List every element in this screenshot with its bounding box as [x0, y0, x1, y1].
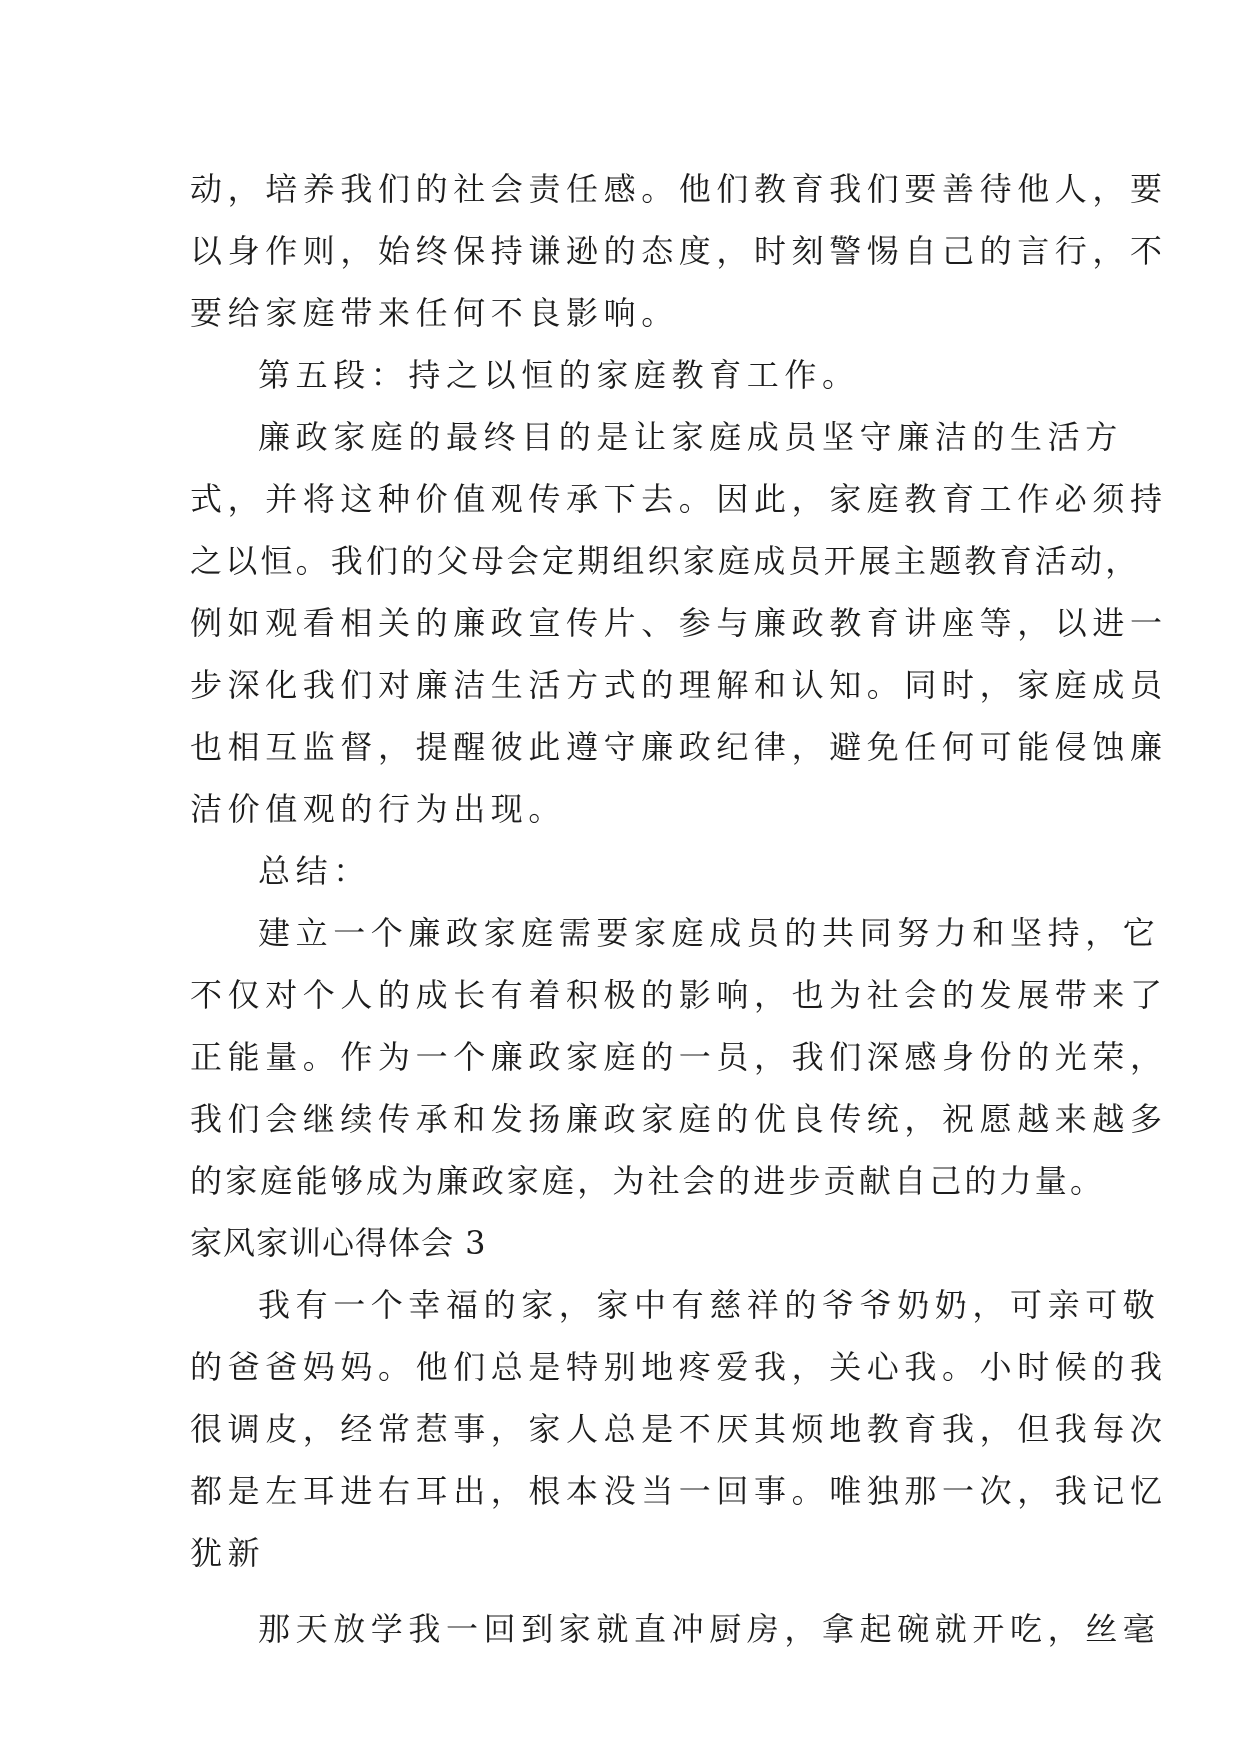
- text-line: 犹新: [190, 1534, 266, 1572]
- text-line: 我们会继续传承和发扬廉政家庭的优良传统，祝愿越来越多: [190, 1100, 1168, 1138]
- text-line: 的家庭能够成为廉政家庭，为社会的进步贡献自己的力量。: [190, 1162, 1106, 1200]
- text-line: 之以恒。我们的父母会定期组织家庭成员开展主题教育活动，: [190, 542, 1141, 580]
- text-line: 式，并将这种价值观传承下去。因此，家庭教育工作必须持: [190, 480, 1168, 518]
- text-line: 正能量。作为一个廉政家庭的一员，我们深感身份的光荣，: [190, 1038, 1168, 1076]
- text-line: 我有一个幸福的家，家中有慈祥的爷爷奶奶，可亲可敬: [258, 1286, 1161, 1324]
- section-title: 家风家训心得体会 3: [190, 1224, 487, 1262]
- text-line: 要给家庭带来任何不良影响。: [190, 294, 679, 332]
- text-line: 也相互监督，提醒彼此遵守廉政纪律，避免任何可能侵蚀廉: [190, 728, 1168, 766]
- text-line: 以身作则，始终保持谦逊的态度，时刻警惕自己的言行，不: [190, 232, 1168, 270]
- text-line: 很调皮，经常惹事，家人总是不厌其烦地教育我，但我每次: [190, 1410, 1168, 1448]
- text-line: 建立一个廉政家庭需要家庭成员的共同努力和坚持，它: [258, 914, 1161, 952]
- text-line: 步深化我们对廉洁生活方式的理解和认知。同时，家庭成员: [190, 666, 1168, 704]
- paragraph-gap: [190, 1584, 1070, 1598]
- text-line: 都是左耳进右耳出，根本没当一回事。唯独那一次，我记忆: [190, 1472, 1168, 1510]
- text-line: 不仅对个人的成长有着积极的影响，也为社会的发展带来了: [190, 976, 1168, 1014]
- summary-heading: 总结：: [258, 852, 371, 890]
- section-heading: 第五段：持之以恒的家庭教育工作。: [258, 356, 860, 394]
- document-body: [190, 158, 1168, 1660]
- text-line: 廉政家庭的最终目的是让家庭成员坚守廉洁的生活方: [258, 418, 1123, 456]
- text-line: 动，培养我们的社会责任感。他们教育我们要善待他人，要: [190, 170, 1168, 208]
- text-line: 例如观看相关的廉政宣传片、参与廉政教育讲座等，以进一: [190, 604, 1168, 642]
- text-line: 那天放学我一回到家就直冲厨房，拿起碗就开吃，丝毫: [258, 1610, 1161, 1648]
- text-line: 洁价值观的行为出现。: [190, 790, 567, 828]
- text-line: 的爸爸妈妈。他们总是特别地疼爱我，关心我。小时候的我: [190, 1348, 1168, 1386]
